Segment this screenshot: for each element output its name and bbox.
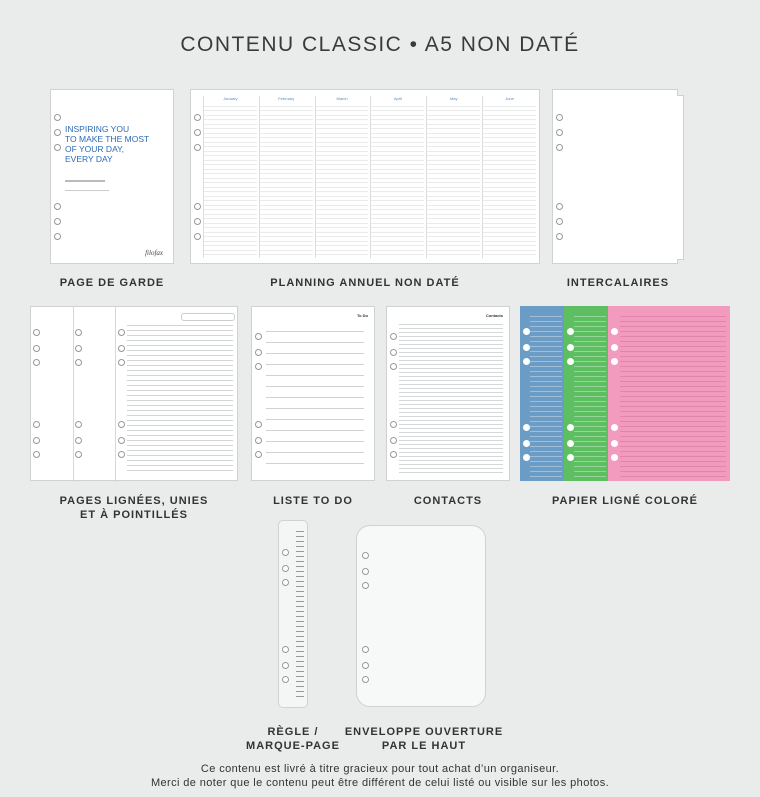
- brand-logo: filofax: [145, 249, 163, 257]
- contacts-header: Contacts: [485, 313, 503, 318]
- month-name: February: [278, 96, 295, 101]
- dividers-image: [552, 89, 678, 264]
- cover-slogan-line: TO MAKE THE MOST: [65, 134, 150, 144]
- dividers-label: INTERCALAIRES: [566, 277, 670, 289]
- envelope-label-line: ENVELOPPE OUVERTURE: [344, 726, 504, 738]
- cover-slogan-line: OF YOUR DAY,: [65, 144, 125, 154]
- todo-list-image: [251, 306, 375, 481]
- ruled-label: [30, 494, 238, 522]
- todo-label: LISTE TO DO: [273, 495, 353, 507]
- ruled-label-line: ET À POINTILLÉS: [80, 509, 188, 521]
- annual-planner-image: [190, 89, 540, 264]
- ruler-image: [278, 520, 308, 708]
- ruler-label-line: RÈGLE /: [267, 726, 319, 738]
- envelope-image: [356, 525, 486, 707]
- ruler-label-line: MARQUE-PAGE: [246, 740, 340, 752]
- pink-sheet: [608, 306, 730, 481]
- month-name: March: [336, 96, 348, 101]
- planner-month-col: [203, 96, 257, 258]
- ruled-pages-image: [30, 306, 238, 481]
- footer-line-1: Ce contenu est livré à titre gracieux pour tout achat d’un organiseur.: [200, 763, 560, 775]
- planner-month-col: [259, 96, 313, 258]
- page-title: CONTENU CLASSIC • A5 NON DATÉ: [180, 33, 580, 56]
- contacts-image: [386, 306, 510, 481]
- planner-month-col: [426, 96, 480, 258]
- envelope-label: [340, 725, 508, 753]
- month-name: January: [223, 96, 238, 101]
- month-name: May: [449, 96, 458, 101]
- planner-grid: [203, 96, 536, 258]
- month-name: April: [393, 96, 402, 101]
- colored-paper-image: [520, 306, 730, 481]
- contacts-label: CONTACTS: [413, 495, 483, 507]
- todo-header: To Do: [356, 313, 368, 318]
- ruled-label-line: PAGES LIGNÉES, UNIES: [59, 495, 209, 507]
- cover-slogan: [65, 124, 149, 164]
- planner-month-col: [482, 96, 536, 258]
- cover-page-image: [50, 89, 174, 264]
- planner-month-col: [315, 96, 369, 258]
- cover-slogan-line: INSPIRING YOU: [65, 124, 130, 134]
- planner-month-col: [370, 96, 424, 258]
- ruler-label: [238, 725, 348, 753]
- month-name: June: [505, 96, 514, 101]
- colored-label: PAPIER LIGNÉ COLORÉ: [552, 495, 698, 507]
- cover-slogan-line: EVERY DAY: [65, 154, 113, 164]
- planner-label: PLANNING ANNUEL NON DATÉ: [270, 277, 460, 289]
- cover-line: [65, 190, 109, 191]
- cover-label: PAGE DE GARDE: [59, 277, 165, 289]
- envelope-label-line: PAR LE HAUT: [381, 740, 467, 752]
- divider-tabs: [677, 95, 684, 260]
- cover-line: [65, 180, 105, 182]
- footer-line-2: Merci de noter que le contenu peut être différent de celui listé ou visible sur les photos.: [150, 777, 610, 789]
